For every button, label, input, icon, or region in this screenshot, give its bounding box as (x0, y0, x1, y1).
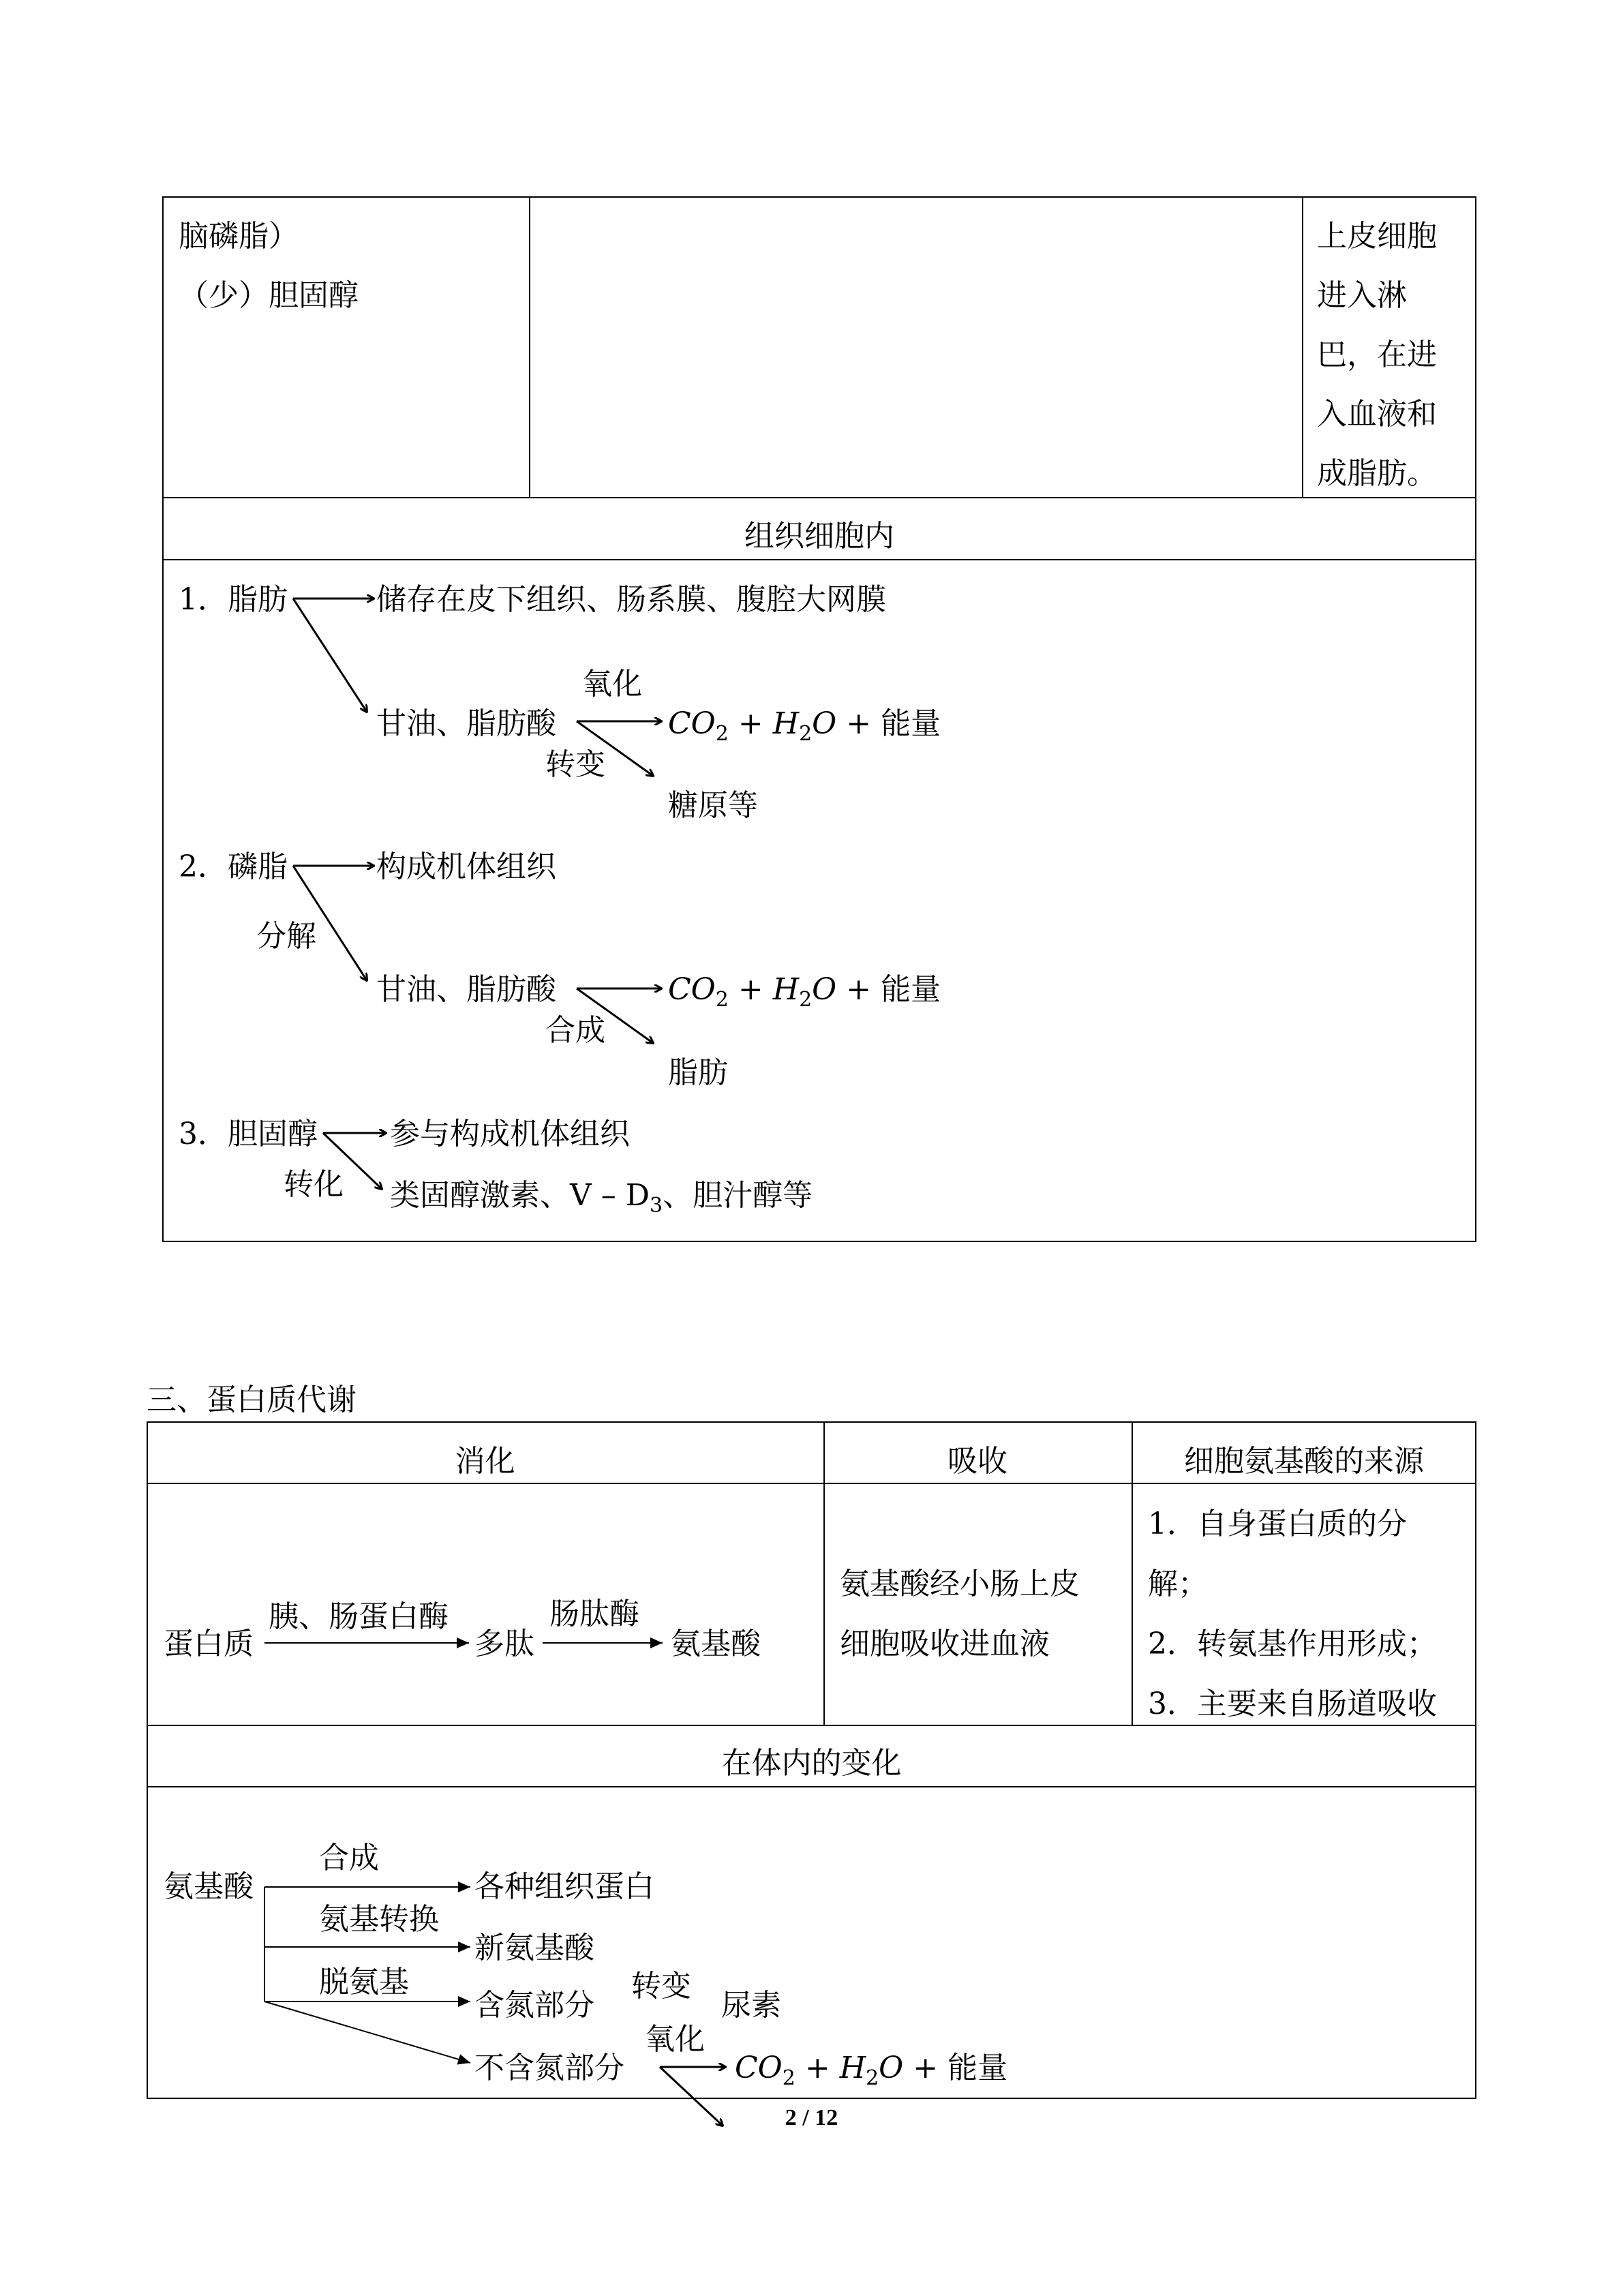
reaction-formula: $CO_2 + H_2O$ + 能量 (668, 972, 941, 1012)
table-header: 细胞氨基酸的来源 (1184, 1444, 1424, 1479)
cell-text: 脑磷脂） (179, 219, 299, 254)
fat-text: 脂肪 (668, 1055, 728, 1090)
phospholipid-products: 甘油、脂肪酸 (376, 972, 556, 1007)
arrow (264, 2002, 470, 2063)
urea-text: 尿素 (721, 1988, 781, 2023)
cell-text: 进入淋 (1317, 278, 1407, 313)
source-text: 解； (1148, 1567, 1208, 1601)
cell-text: 入血液和 (1317, 397, 1437, 432)
arrow (577, 988, 653, 1043)
n-part-text: 含氮部分 (474, 1988, 594, 2023)
phospholipid-build: 构成机体组织 (376, 849, 556, 884)
reaction-formula: $CO_2 + H_2O$ + 能量 (668, 706, 941, 746)
transamin-label: 氨基转换 (319, 1902, 439, 1937)
tissue-protein-text: 各种组织蛋白 (474, 1869, 654, 1904)
protein-text: 蛋白质 (164, 1627, 254, 1661)
synth-label: 合成 (319, 1841, 379, 1875)
cell-text: （少）胆固醇 (179, 278, 359, 313)
fat-label: 1．脂肪 (179, 582, 288, 617)
subscript: 3 (650, 1194, 663, 1218)
transform-label: 转变 (631, 1969, 691, 2004)
products-text: 类固醇激素、V – D (390, 1178, 650, 1213)
decompose-label: 分解 (256, 919, 316, 954)
table-header: 吸收 (947, 1444, 1007, 1479)
phospholipid-label: 2．磷脂 (179, 849, 288, 884)
oxidize-label: 氧化 (582, 667, 642, 701)
cell-text: 成脂肪。 (1317, 456, 1437, 491)
synth-label: 合成 (545, 1013, 605, 1048)
non-n-part-text: 不含氮部分 (474, 2051, 624, 2085)
table-header: 消化 (455, 1444, 515, 1479)
arrow (293, 866, 367, 980)
enzyme-label: 胰、肠蛋白酶 (269, 1599, 449, 1634)
page-number: 2 / 12 (785, 2105, 838, 2130)
transform-label: 转变 (545, 747, 605, 782)
source-text: 1．自身蛋白质的分 (1148, 1507, 1407, 1541)
table-header: 组织细胞内 (744, 519, 894, 554)
arrow (660, 2067, 723, 2126)
section-title: 三、蛋白质代谢 (147, 1383, 357, 1417)
cell-text: 巴，在进 (1317, 337, 1437, 372)
fat-store: 储存在皮下组织、肠系膜、腹腔大网膜 (376, 582, 886, 617)
arrow (577, 721, 653, 776)
peptide-text: 多肽 (474, 1627, 534, 1661)
cell-text: 上皮细胞 (1317, 219, 1437, 254)
oxidize-label: 氧化 (645, 2022, 705, 2057)
cholesterol-build: 参与构成机体组织 (390, 1117, 630, 1151)
amino-text: 氨基酸 (671, 1627, 761, 1661)
enzyme-label: 肠肽酶 (549, 1597, 639, 1631)
absorb-text: 氨基酸经小肠上皮 (840, 1567, 1080, 1601)
new-amino-text: 新氨基酸 (474, 1931, 594, 1965)
arrow (293, 599, 367, 712)
deamin-label: 脱氨基 (319, 1965, 409, 1999)
source-text: 3．主要来自肠道吸收 (1148, 1687, 1437, 1721)
cholesterol-label: 3．胆固醇 (179, 1117, 318, 1151)
table-header: 在体内的变化 (721, 1746, 902, 1781)
energy-text: 能量 (881, 706, 941, 741)
source-text: 2．转氨基作用形成； (1148, 1627, 1437, 1661)
products-text: 、胆汁醇等 (663, 1178, 813, 1213)
amino-text: 氨基酸 (164, 1869, 254, 1904)
convert-label: 转化 (284, 1167, 344, 1202)
energy-text: 能量 (881, 972, 941, 1007)
reaction-formula: $CO_2 + H_2O$ + 能量 (735, 2051, 1008, 2090)
energy-text: 能量 (947, 2051, 1008, 2085)
fat-products: 甘油、脂肪酸 (376, 706, 556, 741)
absorb-text: 细胞吸收进血液 (840, 1627, 1050, 1661)
arrow (323, 1133, 382, 1189)
glycogen-text: 糖原等 (668, 788, 758, 823)
